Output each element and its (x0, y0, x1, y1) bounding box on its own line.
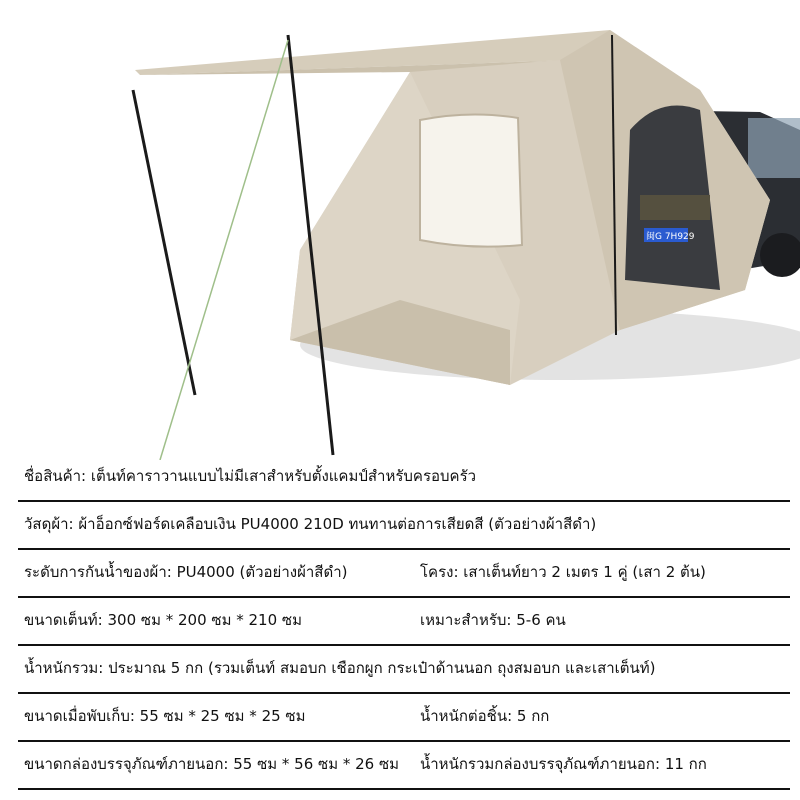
spec-row-size (18, 599, 790, 646)
spec-row-product-name (18, 455, 790, 502)
spec-piece-weight: น้ำหนักต่อชิ้น: 5 กก (420, 707, 550, 725)
spec-row-material (18, 503, 790, 550)
spec-box-weight: น้ำหนักรวมกล่องบรรจุภัณฑ์ภายนอก: 11 กก (420, 755, 707, 773)
spec-product-name: ชื่อสินค้า: เต็นท์คาราวานแบบไม่มีเสาสำหรับตั้งแคมป์สำหรับครอบครัว (24, 467, 477, 485)
spec-box-size: ขนาดกล่องบรรจุภัณฑ์ภายนอก: 55 ซม * 56 ซม * 26 ซม (24, 755, 400, 773)
spec-waterproof: ระดับการกันน้ำของผ้า: PU4000 (ตัวอย่างผ้าสีดำ) (24, 563, 348, 581)
spec-row-weight (18, 647, 790, 694)
spec-frame: โครง: เสาเต็นท์ยาว 2 เมตร 1 คู่ (เสา 2 ต้น) (420, 563, 706, 581)
spec-row-waterproof (18, 551, 790, 598)
spec-total-weight: น้ำหนักรวม: ประมาณ 5 กก (รวมเต็นท์ สมอบก เชือกผูก กระเป๋าด้านนอก ถุงสมอบก และเสาเต็นท์) (24, 659, 656, 677)
tent-window (420, 114, 522, 246)
tent-pole-left (133, 90, 195, 395)
spec-material: วัสดุผ้า: ผ้าอ็อกซ์ฟอร์ดเคลือบเงิน PU4000 210D ทนทานต่อการเสียดสี (ตัวอย่างผ้าสีดำ) (24, 515, 597, 533)
spec-row-folded (18, 695, 790, 742)
spec-table (0, 455, 800, 800)
license-plate-text: 闽G 7H929 (646, 232, 695, 242)
guy-rope (160, 40, 288, 460)
spec-row-box (18, 743, 790, 790)
spec-folded-size: ขนาดเมื่อพับเก็บ: 55 ซม * 25 ซม * 25 ซม (24, 707, 306, 725)
spec-tent-size: ขนาดเต็นท์: 300 ซม * 200 ซม * 210 ซม (24, 611, 302, 629)
spec-capacity: เหมาะสำหรับ: 5-6 คน (420, 611, 566, 629)
